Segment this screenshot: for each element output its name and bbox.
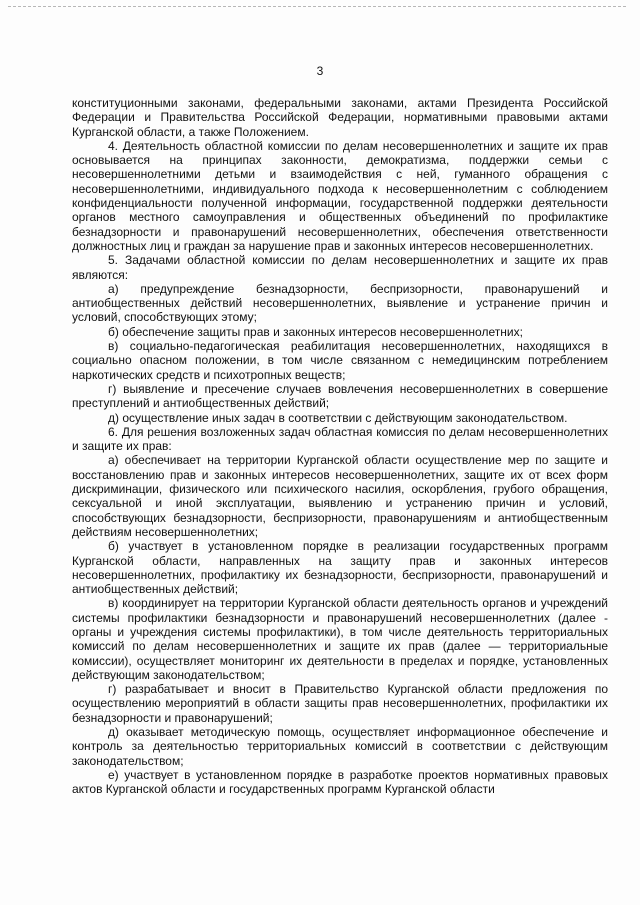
page-number: 3 [316,64,324,78]
paragraph-item-5v: в) социально-педагогическая реабилитация несовершеннолетних, находящихся в социально опасном положении, в том числе связанном с немедицинским потреблением наркотических средств и психотропных веществ; [72,339,608,382]
paragraph-item-6d: д) оказывает методическую помощь, осуществляет информационное обеспечение и контроль за деятельностью территориальных комиссий в соответствии с действующим законодательством; [72,725,608,768]
paragraph-item-6b: б) участвует в установленном порядке в реализации государственных программ Курганской области, направленных на защиту прав и законных интересов несовершеннолетних, профилактику их безнадзорности, беспризорности, правонарушений и антиобщественных действий; [72,539,608,597]
paragraph-item-5g: г) выявление и пресечение случаев вовлечения несовершеннолетних в совершение преступлений и антиобщественных действий; [72,381,608,411]
paragraph-item-5: 5. Задачами областной комиссии по делам несовершеннолетних и защите их прав являются: [72,253,608,282]
scan-edge-line [8,6,626,7]
paragraph-item-6a: а) обеспечивает на территории Курганской области осуществление мер по защите и восстановлению прав и законных интересов несовершеннолетних, защите их от всех форм дискриминации, физического или психического насилия, оскорбления, грубого обращения, сексуальной и иной эксплуатации, выявлению и устранению причин и условий, способствующих безнадзорности, беспризорности, правонарушениям и антиобщественным действиям несовершеннолетних; [72,453,608,539]
paragraph-item-5a: а) предупреждение безнадзорности, беспризорности, правонарушений и антиобщественных действий несовершеннолетних, выявление и устранение причин и условий, способствующих этому; [72,281,608,325]
paragraph-item-6g: г) разрабатывает и вносит в Правительство Курганской области предложения по осуществлению мероприятий в области защиты прав несовершеннолетних, профилактики их безнадзорности и правонарушений; [72,682,608,725]
paragraph-item-5d: д) осуществление иных задач в соответствии с действующим законодательством. [108,410,568,425]
paragraph-item-6: 6. Для решения возложенных задач областная комиссия по делам несовершеннолетних и защите их прав: [72,424,608,454]
paragraph-item-6v: в) координирует на территории Курганской области деятельность органов и учреждений системы профилактики безнадзорности и правонарушений несовершеннолетних (далее - органы и учреждения системы профилактики), в том числе деятельность территориальных комиссий по делам несовершеннолетних и защите их прав (далее — территориальные комиссии), осуществляет мониторинг их деятельности в пределах и порядке, установленных действующим законодательством; [72,596,608,682]
paragraph-item-4: 4. Деятельность областной комиссии по делам несовершеннолетних и защите их прав основывается на принципах законности, демократизма, поддержки семьи с несовершеннолетними детьми и взаимодействия с ней, гуманного обращения с несовершеннолетними, индивидуального подхода к несовершеннолетним с соблюдением конфиденциальности полученной информации, государственной поддержки деятельности органов местного самоуправления и общественных объединений по профилактике безнадзорности и правонарушений несовершеннолетних, обеспечения ответственности должностных лиц и граждан за нарушение прав и законных интересов несовершеннолетних. [72,138,608,253]
paragraph-continuation: конституционными законами, федеральными законами, актами Президента Российской Федерации и Правительства Российской Федерации, нормативными правовыми актами Курганской области, а также Положением. [72,96,608,139]
document-body [72,96,608,797]
paragraph-item-6e: е) участвует в установленном порядке в разработке проектов нормативных правовых актов Курганской области и государственных программ Курганской области [72,767,608,797]
paragraph-item-5b: б) обеспечение защиты прав и законных интересов несовершеннолетних; [108,324,523,339]
